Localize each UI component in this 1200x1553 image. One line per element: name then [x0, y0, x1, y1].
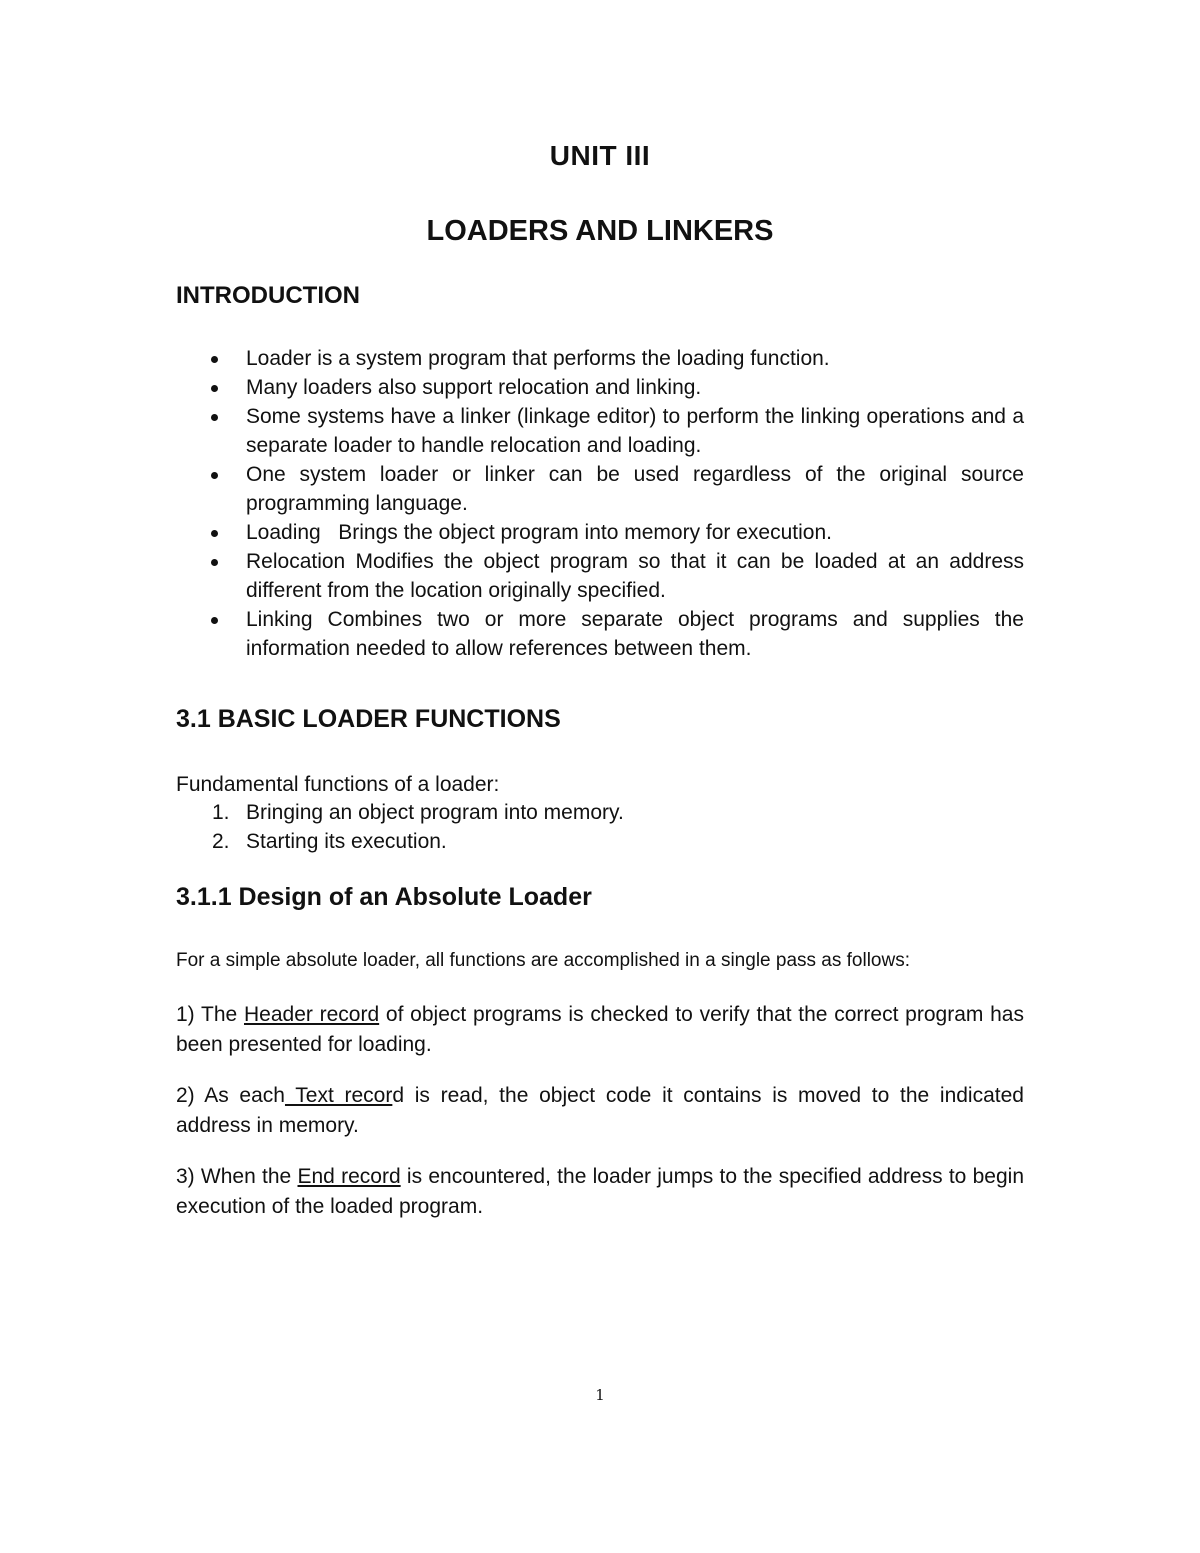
- list-item-text: Starting its execution.: [246, 830, 447, 853]
- bullet-icon: [211, 559, 218, 566]
- list-item-text: One system loader or linker can be used regardless of the original source programming language.: [246, 463, 1024, 515]
- list-item-text: Linking Combines two or more separate object programs and supplies the information needed to allow references between them.: [246, 608, 1024, 660]
- list-item-text: Some systems have a linker (linkage editor) to perform the linking operations and a separate loader to handle relocation and loading.: [246, 405, 1024, 457]
- list-item-text: Many loaders also support relocation and linking.: [246, 376, 702, 399]
- introduction-heading: INTRODUCTION: [176, 282, 360, 309]
- paragraph-text: of object programs is checked to verify that the correct program has been presented for loading.: [176, 1003, 1024, 1056]
- bullet-icon: [211, 530, 218, 537]
- step-paragraph-text-record: [176, 1081, 1024, 1141]
- list-item: [176, 460, 1024, 518]
- section-heading-basic-loader-functions: 3.1 BASIC LOADER FUNCTIONS: [176, 705, 561, 733]
- list-item-text: Loading Brings the object program into memory for execution.: [246, 521, 832, 544]
- paragraph-text: is encountered, the loader jumps to the specified address to begin execution of the loaded program.: [176, 1165, 1024, 1218]
- page-number: 1: [595, 1386, 605, 1404]
- absolute-loader-intro: For a simple absolute loader, all functions are accomplished in a single pass as follows:: [176, 950, 910, 971]
- bullet-icon: [211, 414, 218, 421]
- page-title: LOADERS AND LINKERS: [426, 215, 774, 247]
- bullet-icon: [211, 385, 218, 392]
- bullet-icon: [211, 356, 218, 363]
- fundamental-functions-list: [176, 798, 624, 856]
- list-item: [176, 373, 1024, 402]
- fundamental-functions-intro: Fundamental functions of a loader:: [176, 773, 500, 796]
- introduction-bullet-list: [176, 344, 1024, 663]
- unit-title: UNIT III: [549, 140, 651, 171]
- list-item: [176, 518, 1024, 547]
- underlined-term: End record: [297, 1165, 401, 1188]
- step-paragraph-header-record: [176, 1000, 1024, 1060]
- list-item: [176, 344, 1024, 373]
- list-item: [176, 547, 1024, 605]
- paragraph-text: 1) The: [176, 1003, 244, 1026]
- list-item-text: Bringing an object program into memory.: [246, 801, 624, 824]
- paragraph-text: 2) As each: [176, 1084, 285, 1107]
- step-paragraph-end-record: [176, 1162, 1024, 1222]
- underlined-term: Header record: [244, 1003, 380, 1026]
- list-number: 2.: [212, 830, 230, 853]
- bullet-icon: [211, 617, 218, 624]
- list-item-text: Loader is a system program that performs the loading function.: [246, 347, 830, 370]
- list-item: [176, 798, 624, 827]
- paragraph-text: 3) When the: [176, 1165, 298, 1188]
- list-item: [176, 402, 1024, 460]
- list-number: 1.: [212, 801, 230, 824]
- list-item: [176, 827, 624, 856]
- bullet-icon: [211, 472, 218, 479]
- subsection-heading-absolute-loader: 3.1.1 Design of an Absolute Loader: [176, 883, 592, 911]
- underlined-term: Text recor: [284, 1084, 393, 1107]
- list-item-text: Relocation Modifies the object program so that it can be loaded at an address different from the location originally specified.: [246, 550, 1024, 602]
- list-item: [176, 605, 1024, 663]
- paragraph-text: d is read, the object code it contains is moved to the indicated address in memory.: [176, 1084, 1024, 1137]
